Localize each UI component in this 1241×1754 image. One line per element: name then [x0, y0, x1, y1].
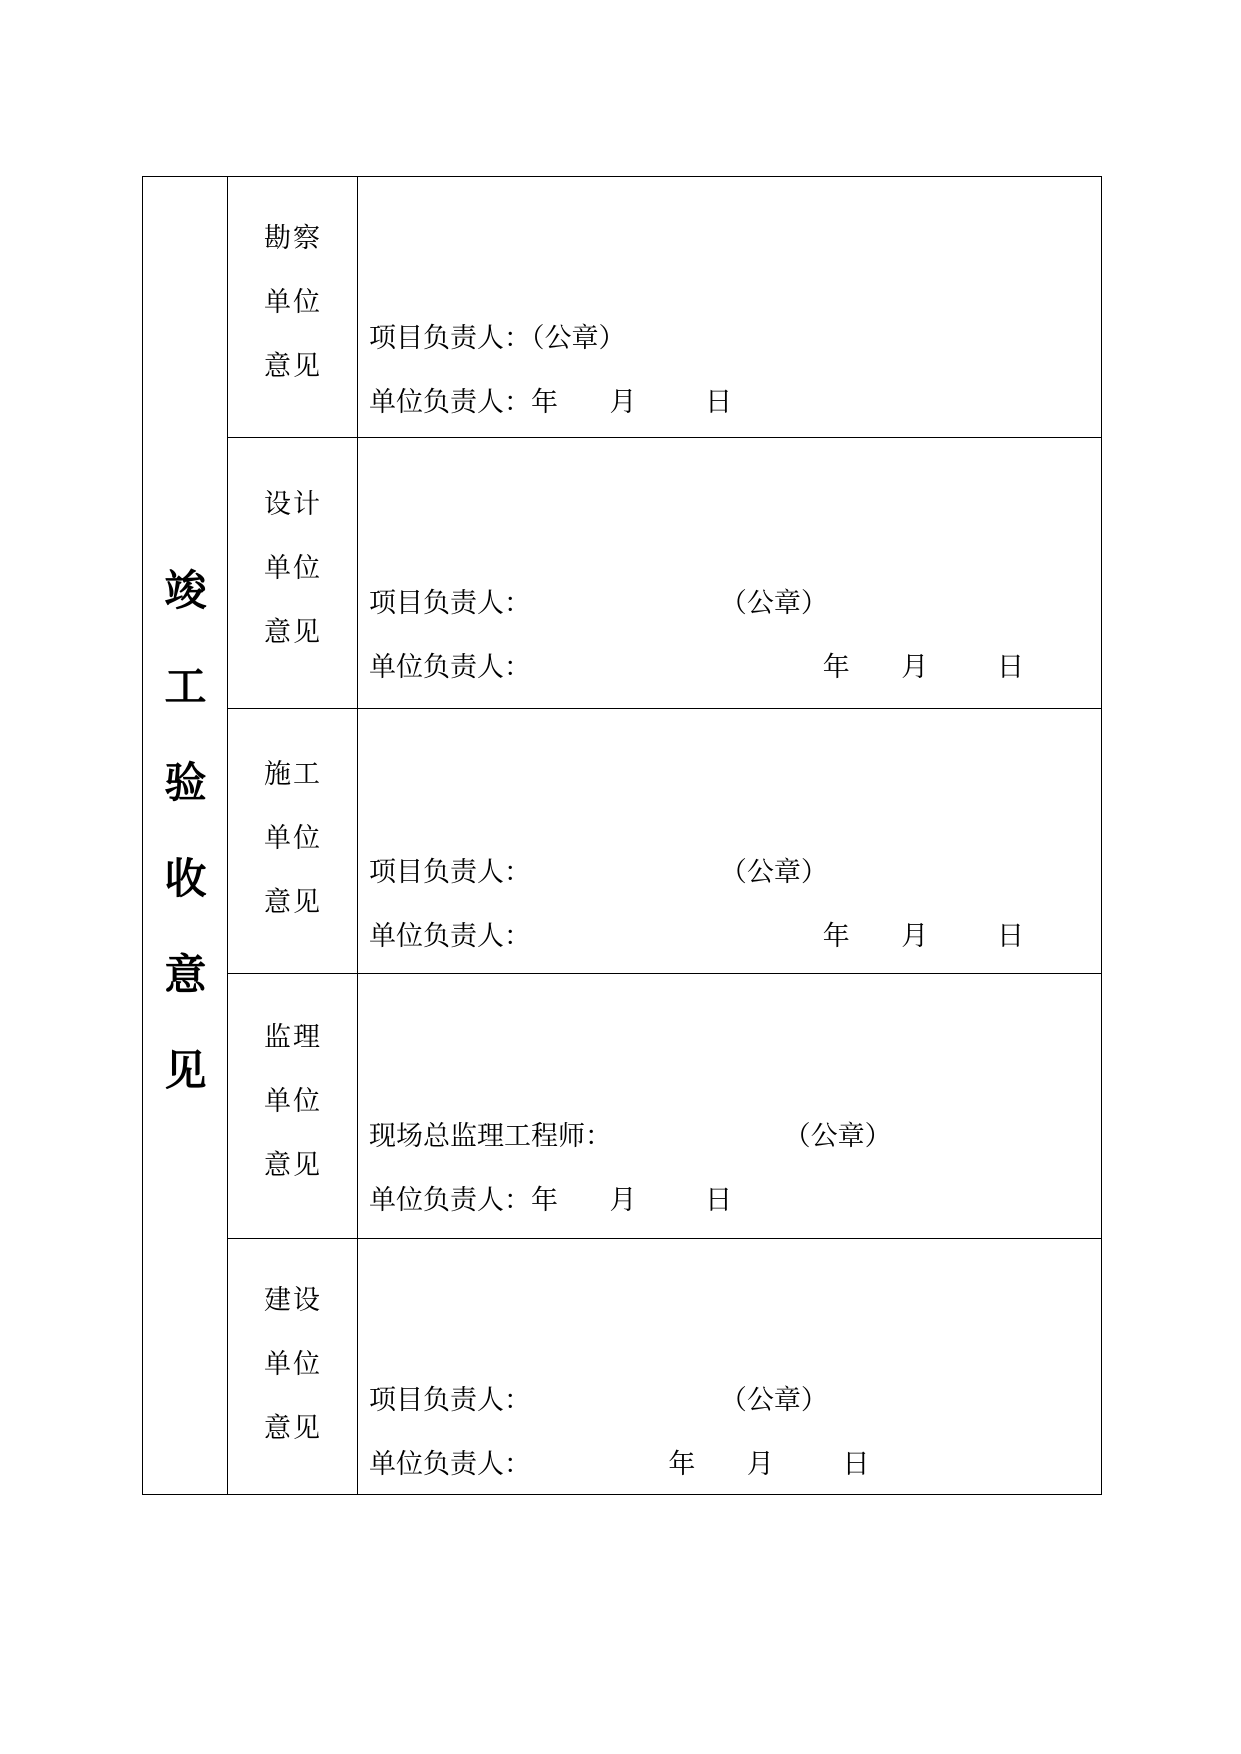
section-label-line: 设计 — [264, 489, 322, 520]
acceptance-opinion-table — [142, 176, 1102, 1495]
section-content — [358, 1239, 1101, 1494]
section-content — [358, 177, 1101, 437]
unit-leader-date-line: 单位负责人： 年 月 日 — [369, 921, 1024, 952]
section-label — [228, 974, 358, 1238]
section-design-unit — [228, 438, 1101, 709]
section-construction-owner-unit — [228, 1239, 1101, 1494]
unit-leader-date-line: 单位负责人：年 月 日 — [369, 387, 733, 418]
section-label-line: 施工 — [264, 759, 322, 790]
section-content — [358, 974, 1101, 1238]
project-leader-line: 项目负责人：（公章） — [369, 323, 626, 354]
section-label — [228, 177, 358, 437]
section-label-line: 勘察 — [264, 223, 322, 254]
section-label — [228, 438, 358, 708]
project-leader-line: 项目负责人： （公章） — [369, 857, 828, 888]
opinion-sections — [228, 177, 1101, 1494]
section-label-line: 单位 — [264, 553, 322, 584]
table-title-char: 收 — [164, 854, 207, 903]
table-title-char: 工 — [164, 662, 207, 711]
section-content — [358, 709, 1101, 973]
section-label-line: 意见 — [264, 887, 322, 918]
unit-leader-date-line: 单位负责人： 年 月 日 — [369, 652, 1024, 683]
project-leader-line: 项目负责人： （公章） — [369, 1385, 828, 1416]
section-label-line: 监理 — [264, 1022, 322, 1053]
chief-supervisor-line: 现场总监理工程师： （公章） — [369, 1121, 892, 1152]
section-label-line: 单位 — [264, 823, 322, 854]
table-title-char: 竣 — [164, 566, 207, 615]
section-label-line: 单位 — [264, 287, 322, 318]
section-label-line: 意见 — [264, 617, 322, 648]
section-supervision-unit — [228, 974, 1101, 1239]
section-label — [228, 709, 358, 973]
table-title-char: 见 — [164, 1046, 207, 1095]
section-label-line: 意见 — [264, 1150, 322, 1181]
section-survey-unit — [228, 177, 1101, 438]
table-title-column — [143, 177, 228, 1494]
section-label — [228, 1239, 358, 1494]
table-title-char: 意 — [164, 950, 207, 999]
section-label-line: 单位 — [264, 1086, 322, 1117]
table-title-char: 验 — [164, 758, 207, 807]
section-label-line: 建设 — [264, 1285, 322, 1316]
section-content — [358, 438, 1101, 708]
project-leader-line: 项目负责人： （公章） — [369, 588, 828, 619]
unit-leader-date-line: 单位负责人：年 月 日 — [369, 1185, 733, 1216]
section-label-line: 单位 — [264, 1349, 322, 1380]
unit-leader-date-line: 单位负责人： 年 月 日 — [369, 1449, 870, 1480]
section-construction-unit — [228, 709, 1101, 974]
section-label-line: 意见 — [264, 351, 322, 382]
section-label-line: 意见 — [264, 1413, 322, 1444]
